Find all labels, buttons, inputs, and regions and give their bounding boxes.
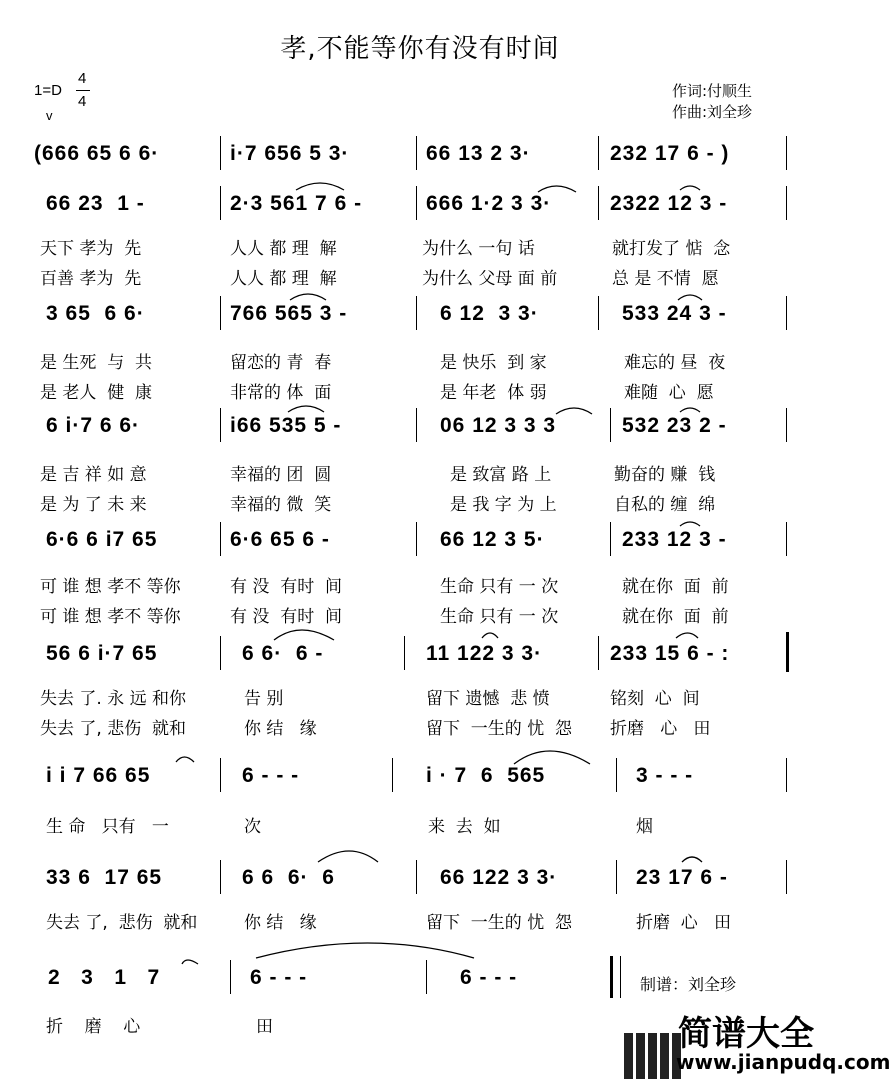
lyric-line: 是 年老 体 弱 — [440, 383, 547, 403]
lyric-line: 百善 孝为 先 — [40, 269, 142, 289]
lyric-line: 人人 都 理 解 — [230, 269, 337, 289]
key-signature: 1=D — [34, 82, 62, 99]
lyric-line: 留下 一生的 忧 怨 — [426, 913, 573, 933]
measure-notes: 66 23 1 - — [46, 192, 145, 215]
measure-notes: 66 122 3 3· — [440, 866, 558, 889]
lyric-line: 是 致富 路 上 — [450, 465, 552, 485]
lyric-line: 难随 心 愿 — [624, 383, 714, 403]
time-signature-top: 4 — [78, 70, 87, 87]
lyric-line: 幸福的 微 笑 — [230, 495, 332, 515]
measure-notes: 56 6 i·7 65 — [46, 642, 158, 665]
lyricist-credit: 作词:付顺生 — [672, 82, 753, 100]
lyric-line: 你 结 缘 — [244, 719, 317, 739]
measure-notes: 6 6· 6 - — [242, 642, 324, 665]
measure-notes: 6 i·7 6 6· — [46, 414, 141, 437]
lyric-line: 留下 遗憾 悲 愤 — [426, 689, 550, 709]
measure-notes: 06 12 3 3 3 — [440, 414, 557, 437]
lyric-line: 就打发了 惦 念 — [612, 239, 731, 259]
measure-notes: i66 535 5 - — [230, 414, 342, 437]
lyric-line: 生命 只有 一 次 — [440, 607, 559, 627]
lyric-line: 有 没 有时 间 — [230, 577, 343, 597]
measure-notes: 532 23 2 - — [622, 414, 727, 437]
lyric-line: 可 谁 想 孝不 等你 — [40, 577, 181, 597]
breath-mark: v — [46, 108, 53, 123]
lyric-line: 折磨 心 田 — [610, 719, 711, 739]
measure-notes: i · 7 6 565 — [426, 764, 546, 787]
measure-notes: (666 65 6 6· — [34, 142, 160, 165]
lyric-line: 告 别 — [244, 689, 284, 709]
measure-notes: 533 24 3 - — [622, 302, 727, 325]
lyric-line: 留恋的 青 春 — [230, 353, 332, 373]
measure-notes: 6 12 3 3· — [440, 302, 539, 325]
lyric-line: 为什么 父母 面 前 — [422, 269, 558, 289]
measure-notes: 2 3 1 7 — [48, 966, 161, 989]
lyric-line: 田 — [256, 1017, 273, 1037]
measure-notes: 33 6 17 65 — [46, 866, 163, 889]
lyric-line: 就在你 面 前 — [622, 607, 729, 627]
measure-notes: 6 - - - — [250, 966, 308, 989]
measure-notes: 3 - - - — [636, 764, 694, 787]
measure-notes: 2322 12 3 - — [610, 192, 728, 215]
measure-notes: 66 13 2 3· — [426, 142, 531, 165]
lyric-line: 总 是 不情 愿 — [612, 269, 719, 289]
measure-notes: 233 12 3 - — [622, 528, 727, 551]
measure-notes: 666 1·2 3 3· — [426, 192, 552, 215]
lyric-line: 勤奋的 赚 钱 — [614, 465, 716, 485]
lyric-line: 为什么 一句 话 — [422, 239, 535, 259]
measure-notes: i i 7 66 65 — [46, 764, 151, 787]
lyric-line: 是 为 了 未 来 — [40, 495, 147, 515]
transcriber-credit: 制谱：刘全珍 — [640, 975, 737, 994]
lyric-line: 折磨 心 田 — [636, 913, 732, 933]
composer-credit: 作曲:刘全珍 — [672, 103, 753, 121]
measure-notes: 233 15 6 - : — [610, 642, 730, 665]
lyric-line: 就在你 面 前 — [622, 577, 729, 597]
lyric-line: 来 去 如 — [428, 817, 501, 837]
lyric-line: 失去 了, 悲伤 就和 — [46, 913, 198, 933]
measure-notes: 232 17 6 - ) — [610, 142, 730, 165]
measure-notes: 6·6 65 6 - — [230, 528, 330, 551]
lyric-line: 铭刻 心 间 — [610, 689, 700, 709]
measure-notes: 66 12 3 5· — [440, 528, 545, 551]
measure-notes: 2·3 561 7 6 - — [230, 192, 363, 215]
lyric-line: 是 快乐 到 家 — [440, 353, 547, 373]
lyric-line: 难忘的 昼 夜 — [624, 353, 726, 373]
measure-notes: 6·6 6 i7 65 — [46, 528, 158, 551]
lyric-line: 人人 都 理 解 — [230, 239, 337, 259]
measure-notes: 6 - - - — [242, 764, 300, 787]
lyric-line: 是 我 字 为 上 — [450, 495, 557, 515]
piano-logo-icon — [612, 1010, 672, 1062]
lyric-line: 幸福的 团 圆 — [230, 465, 332, 485]
lyric-line: 非常的 体 面 — [230, 383, 332, 403]
measure-notes: 11 122 3 3· — [426, 642, 543, 665]
lyric-line: 烟 — [636, 817, 653, 837]
measure-notes: 3 65 6 6· — [46, 302, 145, 325]
lyric-line: 是 生死 与 共 — [40, 353, 153, 373]
lyric-line: 生 命 只有 一 — [46, 817, 169, 837]
measure-notes: 23 17 6 - — [636, 866, 728, 889]
lyric-line: 自私的 缠 绵 — [614, 495, 716, 515]
lyric-line: 次 — [244, 817, 261, 837]
lyric-line: 失去 了, 悲伤 就和 — [40, 719, 187, 739]
lyric-line: 留下 一生的 忧 怨 — [426, 719, 573, 739]
lyric-line: 你 结 缘 — [244, 913, 317, 933]
watermark-url: www.jianpudq.com — [676, 1050, 890, 1074]
song-title: 孝,不能等你有没有时间 — [280, 34, 560, 64]
time-signature-bottom: 4 — [78, 93, 87, 110]
lyric-line: 是 老人 健 康 — [40, 383, 153, 403]
measure-notes: i·7 656 5 3· — [230, 142, 350, 165]
measure-notes: 6 - - - — [460, 966, 518, 989]
lyric-line: 折 磨 心 — [46, 1017, 141, 1037]
lyric-line: 生命 只有 一 次 — [440, 577, 559, 597]
lyric-line: 失去 了. 永 远 和你 — [40, 689, 187, 709]
lyric-line: 天下 孝为 先 — [40, 239, 142, 259]
measure-notes: 766 565 3 - — [230, 302, 348, 325]
lyric-line: 是 吉 祥 如 意 — [40, 465, 147, 485]
watermark-name: 简谱大全 — [678, 1014, 814, 1054]
measure-notes: 6 6 6· 6 — [242, 866, 335, 889]
lyric-line: 有 没 有时 间 — [230, 607, 343, 627]
lyric-line: 可 谁 想 孝不 等你 — [40, 607, 181, 627]
